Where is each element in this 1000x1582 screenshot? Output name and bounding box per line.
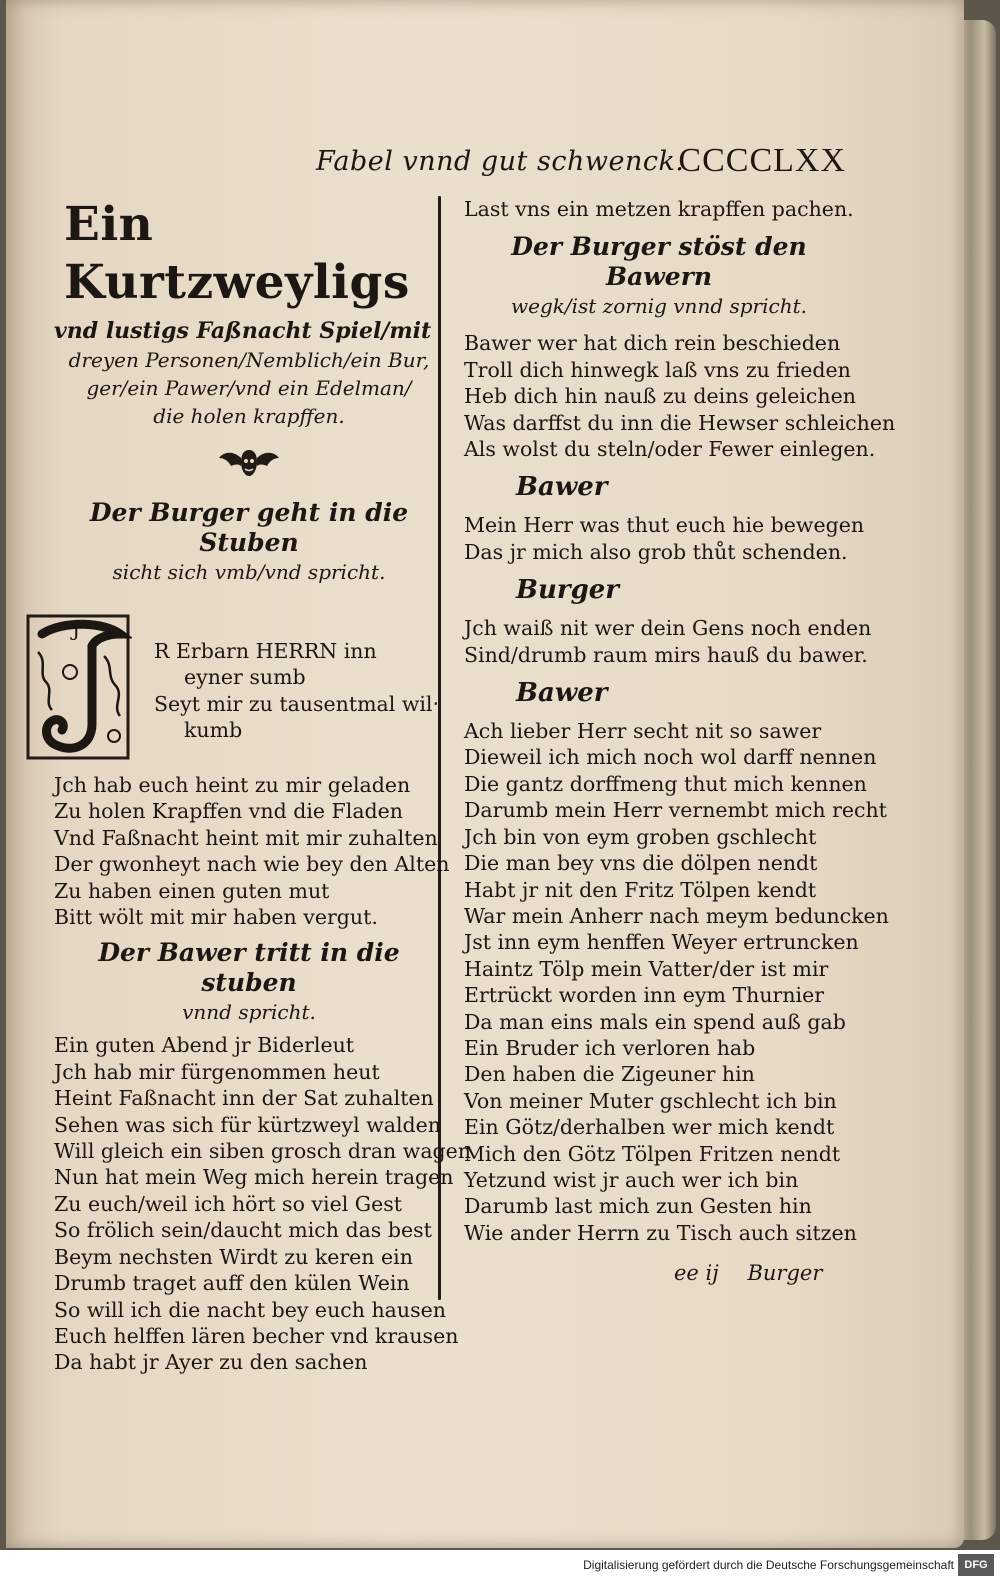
play-subtitle: vnd lustigs Faßnacht Spiel/mit: [54, 318, 432, 344]
verse-line: Als wolst du steln/oder Fewer einlegen.: [464, 437, 876, 462]
verse-line: Jst inn eym henffen Weyer ertruncken: [464, 930, 859, 955]
verse-burger-greeting: [54, 772, 450, 930]
stage-direction-heading: Der Burger geht in die Stuben: [89, 498, 409, 557]
speaker-label: Burger: [516, 575, 619, 606]
verse-line: Ein Götz/derhalben wer mich kendt: [464, 1115, 835, 1140]
book-page: [6, 0, 964, 1548]
verse-burger-reply: [464, 615, 872, 668]
running-title: Fabel vnnd gut schwenck.: [316, 146, 685, 177]
stage-direction-heading: Der Burger stöst den Bawern: [511, 232, 807, 292]
verse-bawer-lineage: [464, 718, 889, 1246]
verse-line: Heint Faßnacht inn der Sat zuhalten: [54, 1086, 434, 1111]
verse-line: Die gantz dorffmeng thut mich kennen: [464, 771, 867, 796]
verse-line: Sind/drumb raum mirs hauß du bawer.: [464, 642, 868, 667]
stage-direction-sub: vnnd spricht.: [182, 1000, 316, 1025]
verse-continuation: [464, 196, 854, 222]
verse-line: Yetzund wist jr auch wer ich bin: [464, 1167, 799, 1192]
play-description: [54, 346, 444, 430]
verse-line: Jch waiß nit wer dein Gens noch enden: [464, 616, 872, 641]
verse-line: Dieweil ich mich noch wol darff nennen: [464, 745, 877, 770]
verse-line: Mich den Götz Tölpen Fritzen nendt: [464, 1141, 841, 1166]
footer-bar: [0, 1550, 1000, 1582]
verse-line: Bitt wölt mit mir haben vergut.: [54, 905, 378, 930]
verse-line: Die man bey vns die dölpen nendt: [464, 851, 818, 876]
play-title: Ein Kurtzweyligs: [64, 197, 410, 310]
signature-catchword: [464, 1260, 854, 1286]
verse-line: Troll dich hinwegk laß vns zu frieden: [464, 357, 851, 382]
verse-line: Haintz Tölp mein Vatter/der ist mir: [464, 956, 829, 981]
verse-line: Zu holen Krapffen vnd die Fladen: [54, 799, 404, 824]
verse-line: Der gwonheyt nach wie bey den Alten: [54, 852, 450, 877]
verse-line: Heb dich hin nauß zu deins geleichen: [464, 384, 856, 409]
verse-line: Das jr mich also grob thůt schenden.: [464, 539, 848, 564]
description-line: ger/ein Pawer/vnd ein Edelman/: [86, 376, 412, 400]
verse-line: Da habt jr Ayer zu den sachen: [54, 1350, 368, 1375]
verse-line: Sehen was sich für kürtzweyl walden: [54, 1112, 441, 1137]
verse-line: Bawer wer hat dich rein beschieden: [464, 331, 841, 356]
verse-line: Euch helffen lären becher vnd krausen: [54, 1323, 459, 1348]
folio-number: CCCCLXX: [678, 142, 846, 179]
verse-line: Will gleich ein siben grosch dran wagen: [54, 1139, 471, 1164]
right-column: [464, 196, 896, 1287]
mask-ornament-icon: [217, 444, 281, 480]
stage-direction-heading: Der Bawer tritt in die stuben: [98, 938, 400, 998]
verse-line: Ein guten Abend jr Biderleut: [54, 1033, 355, 1058]
verse-line: Drumb traget auff den külen Wein: [54, 1271, 410, 1296]
verse-line: So will ich die nacht bey euch hausen: [54, 1297, 446, 1322]
verse-line: Mein Herr was thut euch hie bewegen: [464, 513, 865, 538]
verse-line: Seyt mir zu tausentmal wil‧: [154, 691, 440, 716]
left-column: [54, 196, 471, 1376]
verse-line: Ein Bruder ich verloren hab: [464, 1035, 756, 1060]
stage-direction-sub: sicht sich vmb/vnd spricht.: [112, 560, 386, 584]
verse-line: Was darffst du inn die Hewser schleichen: [464, 410, 896, 435]
verse-line: War mein Anherr nach meym beduncken: [464, 903, 889, 928]
description-line: die holen krapffen.: [153, 404, 345, 428]
verse-line: kumb: [184, 718, 243, 743]
verse-line: Darumb last mich zun Gesten hin: [464, 1194, 812, 1219]
verse-burger-rebuke: [464, 330, 896, 462]
verse-line: So frölich sein/daucht mich das best: [54, 1218, 432, 1243]
verse-line: Da man eins mals ein spend auß gab: [464, 1009, 846, 1034]
verse-line: Beym nechsten Wirdt zu keren ein: [54, 1244, 413, 1269]
verse-line: Zu euch/weil ich hört so viel Gest: [54, 1191, 403, 1216]
verse-line: Den haben die Zigeuner hin: [464, 1062, 755, 1087]
dfg-logo: DFG: [958, 1554, 994, 1576]
verse-line: Last vns ein metzen krapffen pachen.: [464, 197, 854, 221]
speaker-label: Bawer: [516, 472, 608, 503]
verse-bawer-greeting: [54, 1032, 471, 1375]
verse-line: Habt jr nit den Fritz Tölpen kendt: [464, 877, 817, 902]
verse-line: Darumb mein Herr vernembt mich recht: [464, 798, 887, 823]
verse-line: eyner sumb: [184, 665, 306, 690]
verse-bawer-reply: [464, 512, 865, 565]
signature-mark: ee ij: [674, 1261, 719, 1286]
decorated-initial-j: [24, 612, 132, 762]
verse-line: Vnd Faßnacht heint mit mir zuhalten: [54, 825, 438, 850]
description-line: dreyen Personen/Nemblich/ein Bur,: [68, 348, 430, 372]
verse-line: Ach lieber Herr secht nit so sawer: [464, 719, 822, 744]
catchword: Burger: [747, 1261, 823, 1286]
verse-line: R Erbarn HERRN inn: [154, 639, 377, 663]
verse-line: Von meiner Muter gschlecht ich bin: [464, 1088, 837, 1113]
verse-line: Ertrückt worden inn eym Thurnier: [464, 983, 825, 1008]
footer-credit: Digitalisierung gefördert durch die Deutsche Forschungsgemeinschaft: [583, 1558, 954, 1572]
verse-line: Jch hab euch heint zu mir geladen: [54, 773, 411, 797]
opening-lines: [154, 638, 439, 744]
verse-line: Nun hat mein Weg mich herein tragen: [54, 1165, 454, 1190]
speaker-label: Bawer: [516, 678, 608, 709]
verse-line: Zu haben einen guten mut: [54, 878, 330, 903]
verse-line: Jch bin von eym groben gschlecht: [464, 824, 817, 849]
page-header: [316, 142, 846, 186]
verse-line: Wie ander Herrn zu Tisch auch sitzen: [464, 1220, 857, 1245]
initial-block: [54, 612, 444, 772]
initial-letter: J: [72, 617, 81, 641]
stage-direction-sub: wegk/ist zornig vnnd spricht.: [511, 294, 807, 319]
verse-line: Jch hab mir fürgenommen heut: [54, 1059, 380, 1084]
